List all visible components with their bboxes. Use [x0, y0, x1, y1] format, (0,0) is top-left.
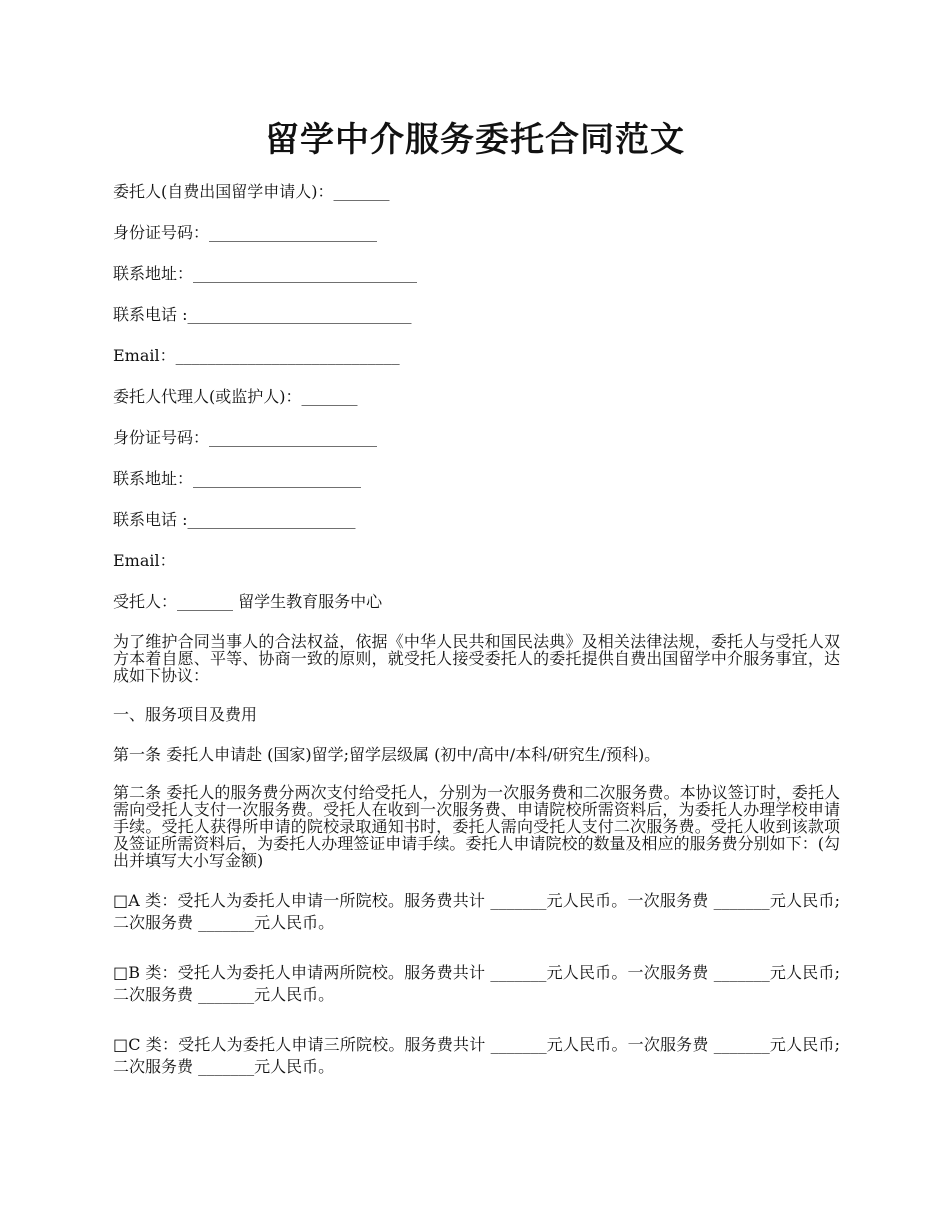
article-2: 第二条 委托人的服务费分两次支付给受托人，分别为一次服务费和二次服务费。本协议签订时，委托人需向受托人支付一次服务费。受托人在收到一次服务费、申请院校所需资料后，为委托人办理学校申请手续。受托人获得所申请的院校录取通知书时，委托人需向受托人支付二次服务费。受托人收到该款项及签证所需资料后，为委托人办理签证申请手续。委托人申请院校的数量及相应的服务费分别如下：(勾出并填写大小写金额): [113, 783, 840, 870]
field-principal-phone: 联系电话 :____________________________: [113, 305, 412, 324]
field-agent-phone: 联系电话 :_____________________: [113, 510, 356, 529]
document-title: 留学中介服务委托合同范文: [265, 120, 685, 160]
intro-paragraph: 为了维护合同当事人的合法权益，依据《中华人民共和国民法典》及相关法律法规，委托人与受托人双方本着自愿、平等、协商一致的原则，就受托人接受委托人的委托提供自费出国留学中介服务事宜，达成如下协议：: [113, 632, 840, 685]
field-principal-email: Email：____________________________: [113, 346, 400, 365]
field-agent-address: 联系地址：_____________________: [113, 469, 362, 488]
field-principal: 委托人(自费出国留学申请人)：_______: [113, 182, 390, 201]
category-a: □A 类：受托人为委托人申请一所院校。服务费共计 _______元人民币。一次服务费 _______元人民币;二次服务费 _______元人民币。: [113, 891, 840, 932]
section-heading: 一、服务项目及费用: [113, 705, 258, 724]
category-b: □B 类：受托人为委托人申请两所院校。服务费共计 _______元人民币。一次服务费 _______元人民币;二次服务费 _______元人民币。: [113, 963, 840, 1004]
field-principal-address: 联系地址：____________________________: [113, 264, 418, 283]
field-agent-id: 身份证号码：_____________________: [113, 428, 378, 447]
field-principal-id: 身份证号码：_____________________: [113, 223, 378, 242]
field-agent: 委托人代理人(或监护人)：_______: [113, 387, 358, 406]
article-1: 第一条 委托人申请赴 (国家)留学;留学层级属 (初中/高中/本科/研究生/预科)。: [113, 745, 661, 764]
field-trustee: 受托人：_______ 留学生教育服务中心: [113, 592, 383, 611]
category-c: □C 类：受托人为委托人申请三所院校。服务费共计 _______元人民币。一次服务费 _______元人民币;二次服务费 _______元人民币。: [113, 1035, 840, 1076]
field-agent-email: Email：: [113, 551, 176, 570]
document-body: [113, 182, 840, 1106]
